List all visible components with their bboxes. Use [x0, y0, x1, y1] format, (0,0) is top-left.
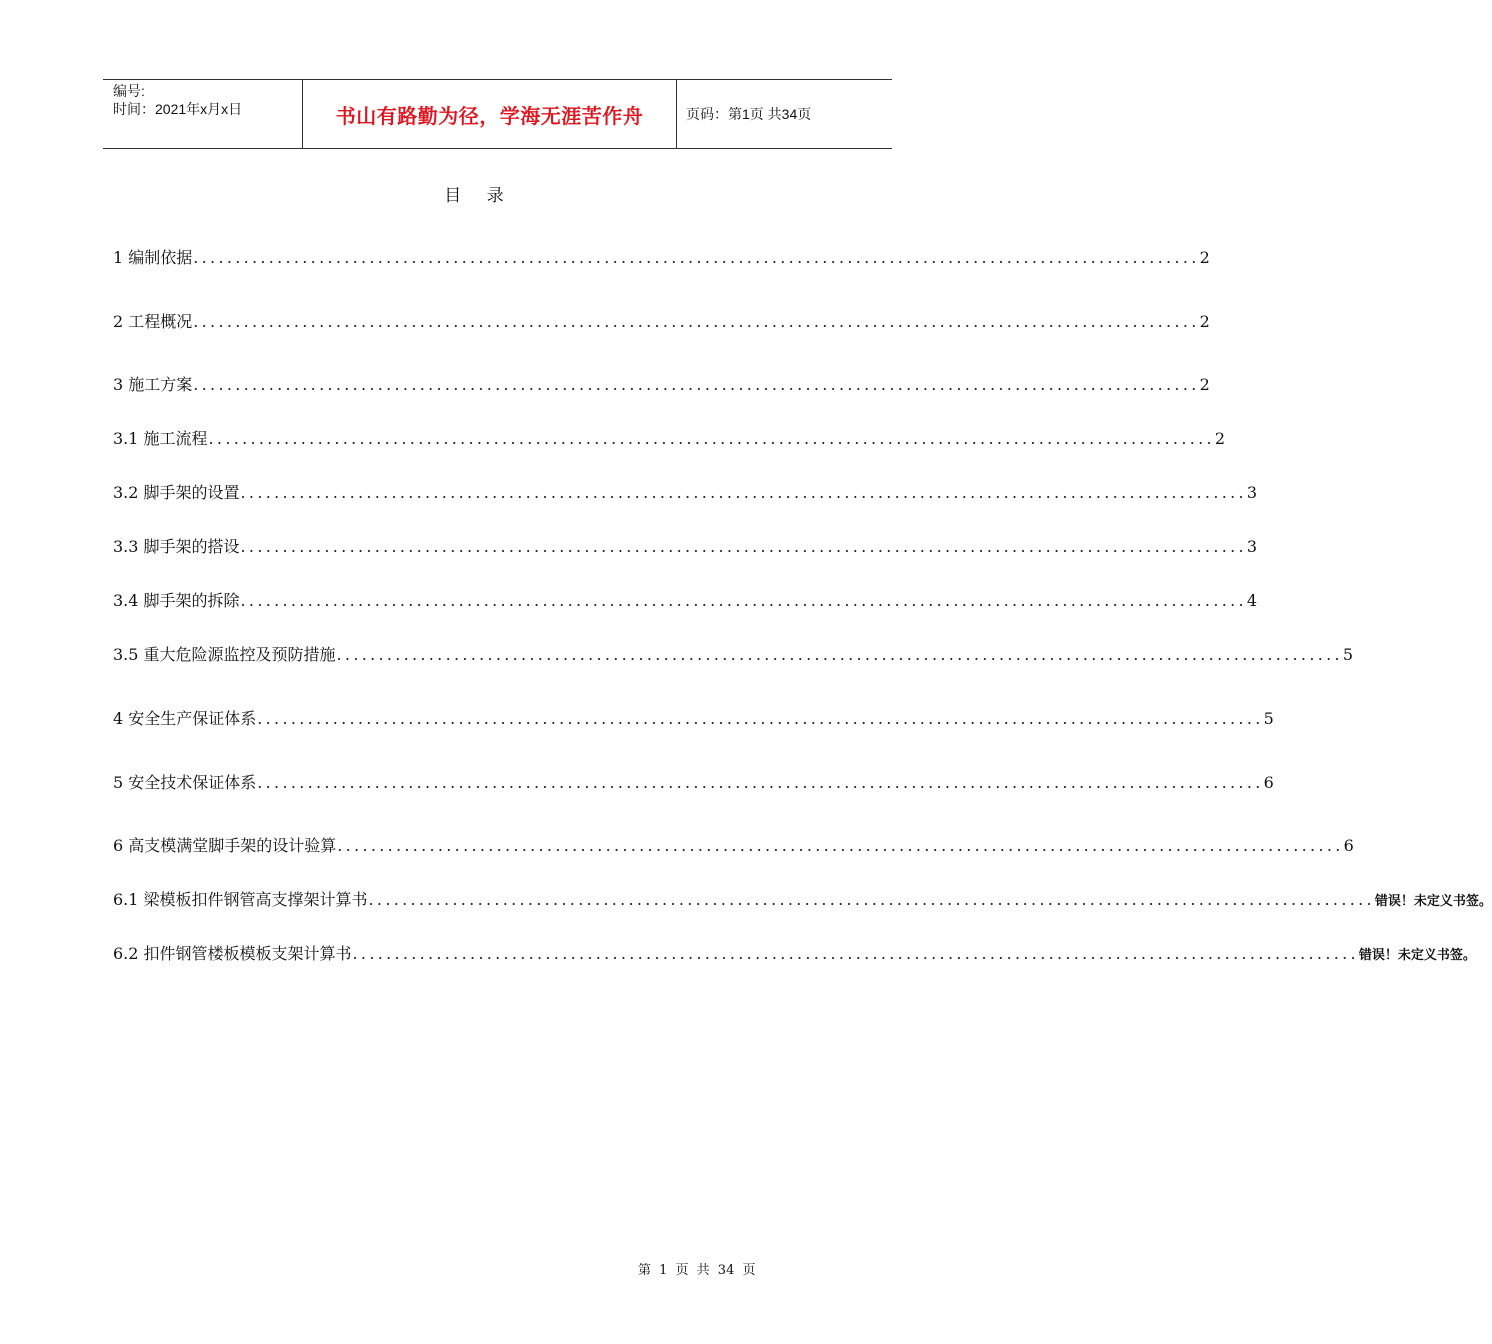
toc-entry-page: 3 — [1246, 483, 1258, 502]
toc-leader: ........................................................................................................................ — [208, 429, 1215, 448]
toc-entry-page: 5 — [1263, 709, 1274, 728]
toc-entry-label: 3.4 脚手架的拆除 — [113, 591, 240, 610]
toc-entry-label: 3.5 重大危险源监控及预防措施 — [113, 645, 336, 664]
toc-leader: ........................................................................................................................ — [336, 645, 1343, 664]
toc-entry-page: 6 — [1263, 773, 1274, 792]
toc-entry-label: 6.1 梁模板扣件钢管高支撑架计算书 — [113, 890, 368, 909]
toc-leader: ........................................................................................................................ — [368, 890, 1375, 909]
header-page-info: 页码：第1页 共34页 — [686, 106, 812, 122]
toc-entry[interactable] — [113, 887, 1492, 910]
toc-entry[interactable] — [113, 309, 1210, 332]
toc-entry-page: 3 — [1246, 537, 1258, 556]
time-label: 时间：2021年x月x日 — [113, 101, 243, 117]
toc-leader: ........................................................................................................................ — [257, 773, 1264, 792]
toc-entry[interactable] — [113, 245, 1210, 268]
toc-entry-label: 3.2 脚手架的设置 — [113, 483, 240, 502]
toc-entry[interactable] — [113, 941, 1476, 964]
toc-entry-label: 3.1 施工流程 — [113, 429, 208, 448]
toc-entry-page: 2 — [1214, 429, 1226, 448]
page-header — [103, 79, 892, 149]
toc-entry-label: 3.3 脚手架的搭设 — [113, 537, 240, 556]
toc-leader: ........................................................................................................................ — [257, 709, 1264, 728]
toc-entry[interactable] — [113, 706, 1274, 729]
number-label: 编号: — [113, 83, 145, 99]
toc-entry[interactable] — [113, 588, 1258, 611]
toc-entry-page: 错误！未定义书签。 — [1374, 894, 1492, 909]
toc-entry[interactable] — [113, 642, 1354, 665]
header-meta — [103, 80, 303, 148]
toc-entry-label: 2 工程概况 — [113, 312, 193, 331]
toc-leader: ........................................................................................................................ — [240, 537, 1247, 556]
toc-entry[interactable] — [113, 426, 1226, 449]
toc-entry[interactable] — [113, 534, 1258, 557]
toc-leader: ........................................................................................................................ — [352, 944, 1359, 963]
toc-entry[interactable] — [113, 770, 1274, 793]
toc-leader: ........................................................................................................................ — [193, 312, 1200, 331]
toc-entry-page: 2 — [1199, 248, 1210, 267]
toc-entry-page: 2 — [1199, 375, 1210, 394]
toc-entry[interactable] — [113, 833, 1354, 856]
page-footer: 第 1 页 共 34 页 — [638, 1263, 756, 1278]
toc-entry-label: 1 编制依据 — [113, 248, 193, 267]
toc-leader: ........................................................................................................................ — [240, 483, 1247, 502]
toc-entry[interactable] — [113, 372, 1210, 395]
toc-leader: ........................................................................................................................ — [240, 591, 1247, 610]
toc-entry-label: 6 高支模满堂脚手架的设计验算 — [113, 836, 337, 855]
toc-leader: ........................................................................................................................ — [193, 248, 1200, 267]
toc-entry-label: 4 安全生产保证体系 — [113, 709, 257, 728]
toc-entry-label: 5 安全技术保证体系 — [113, 773, 257, 792]
header-motto: 书山有路勤为径，学海无涯苦作舟 — [303, 80, 677, 148]
toc-entry-page: 2 — [1199, 312, 1210, 331]
toc-entry[interactable] — [113, 480, 1258, 503]
toc-leader: ........................................................................................................................ — [337, 836, 1344, 855]
toc-entry-label: 6.2 扣件钢管楼板模板支架计算书 — [113, 944, 352, 963]
toc-entry-label: 3 施工方案 — [113, 375, 193, 394]
toc-entry-page: 4 — [1246, 591, 1258, 610]
toc-entry-page: 5 — [1342, 645, 1354, 664]
toc-entry-page: 6 — [1343, 836, 1354, 855]
toc-entry-page: 错误！未定义书签。 — [1358, 948, 1476, 963]
toc-title: 目 录 — [444, 186, 514, 206]
toc-leader: ........................................................................................................................ — [193, 375, 1200, 394]
